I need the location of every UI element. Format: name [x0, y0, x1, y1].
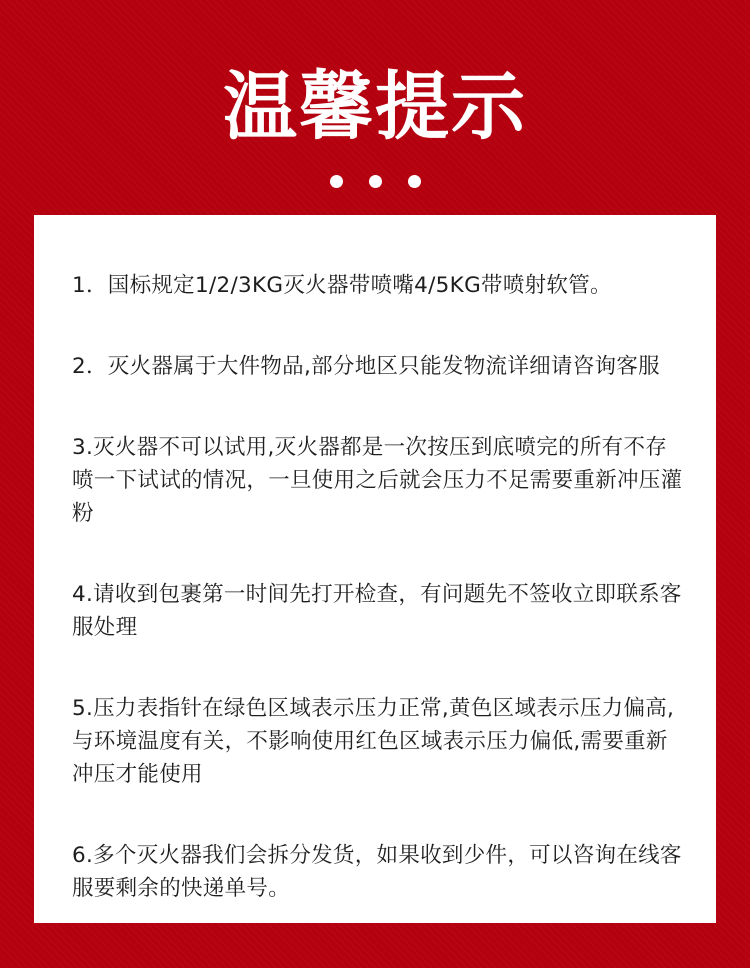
page-title: 温馨提示: [223, 64, 527, 150]
decorative-dots: [0, 175, 750, 189]
notice-card: [34, 215, 716, 923]
dot-icon: [330, 175, 343, 188]
dot-icon: [408, 175, 421, 188]
notice-item-6: 6.多个灭火器我们会拆分发货，如果收到少件，可以咨询在线客服要剩余的快递单号。: [72, 843, 682, 901]
dot-icon: [369, 175, 382, 188]
notice-item-5: 5.压力表指针在绿色区域表示压力正常,黄色区域表示压力偏高,与环境温度有关，不影响使用红色区域表示压力偏低,需要重新冲压才能使用: [72, 696, 675, 787]
notice-item-1: 1．国标规定1/2/3KG灭火器带喷嘴4/5KG带喷射软管。: [72, 273, 612, 298]
notice-item-2: 2．灭火器属于大件物品,部分地区只能发物流详细请咨询客服: [72, 354, 660, 379]
notice-item-4: 4.请收到包裹第一时间先打开检查，有问题先不签收立即联系客服处理: [72, 582, 682, 640]
notice-item-3: 3.灭火器不可以试用,灭火器都是一次按压到底喷完的所有不存喷一下试试的情况，一旦使用之后就会压力不足需要重新冲压灌粉: [72, 435, 683, 526]
